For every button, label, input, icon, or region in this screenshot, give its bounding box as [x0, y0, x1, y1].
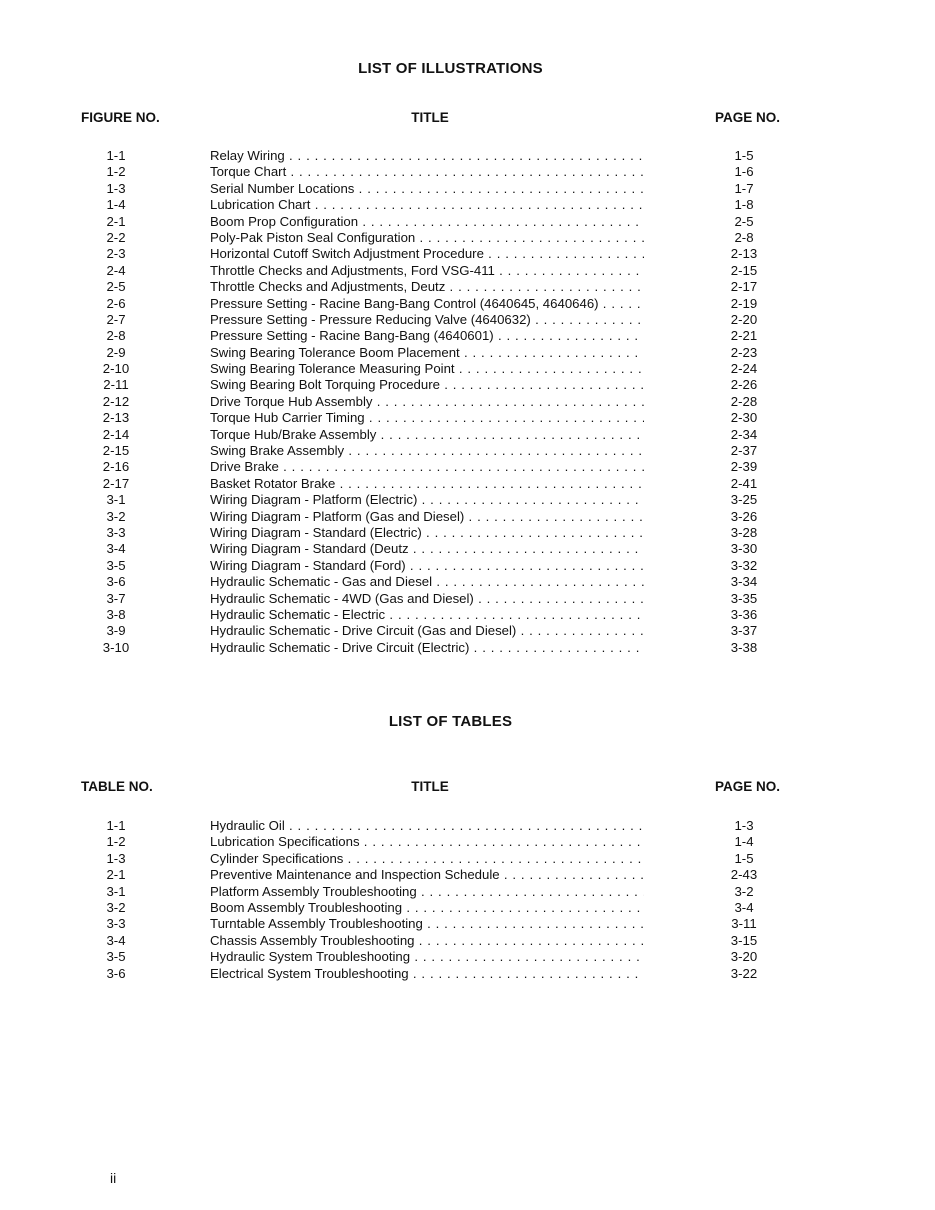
entry-page: 1-4: [734, 834, 754, 850]
entry-title: Boom Assembly Troubleshooting . . .: [210, 900, 644, 916]
entry-number: 1-3: [106, 180, 126, 196]
figure-no-header: FIGURE NO.: [81, 110, 160, 125]
table-row: [0, 916, 935, 932]
illustration-row: [0, 148, 935, 164]
tables-list: [0, 818, 935, 982]
illustrations-list: [0, 148, 935, 656]
entry-page: 3-37: [730, 623, 758, 639]
entry-page: 2-20: [730, 311, 758, 327]
page-number: ii: [110, 1170, 117, 1186]
entry-number: 2-11: [103, 377, 129, 393]
page-no-header: PAGE NO.: [715, 110, 781, 125]
table-row: [0, 851, 935, 867]
entry-page: 1-7: [734, 180, 754, 196]
entry-page: 3-32: [730, 557, 758, 573]
entry-number: 3-4: [106, 932, 126, 948]
table-row: [0, 818, 935, 834]
illustration-row: [0, 640, 935, 656]
entry-page: 3-34: [730, 574, 758, 590]
entry-title: Wiring Diagram - Standard (Deutz . . .: [210, 541, 644, 557]
entry-number: 1-3: [106, 850, 126, 866]
entry-title: Lubrication Chart . . .: [210, 197, 644, 213]
entry-title: Basket Rotator Brake . . .: [210, 476, 644, 492]
entry-title: Torque Chart . . .: [210, 164, 644, 180]
entry-number: 3-2: [106, 508, 126, 524]
entry-page: 3-22: [730, 965, 758, 981]
table-no-header: TABLE NO.: [81, 779, 153, 794]
illustration-row: [0, 525, 935, 541]
entry-number: 3-3: [106, 916, 126, 932]
entry-title: Lubrication Specifications . . .: [210, 834, 644, 850]
entry-page: 2-13: [730, 246, 758, 262]
entry-title: Electrical System Troubleshooting . . .: [210, 966, 644, 982]
illustration-row: [0, 443, 935, 459]
entry-number: 3-7: [106, 590, 126, 606]
entry-number: 3-2: [106, 899, 126, 915]
illustration-row: [0, 263, 935, 279]
table-row: [0, 949, 935, 965]
entry-title: Wiring Diagram - Platform (Electric) . . .: [210, 492, 644, 508]
entry-title: Hydraulic System Troubleshooting . . .: [210, 949, 644, 965]
entry-title: Pressure Setting - Racine Bang-Bang (4640601) . . .: [210, 328, 644, 344]
entry-number: 2-17: [102, 475, 130, 491]
entry-page: 2-30: [730, 410, 758, 426]
tables-heading: LIST OF TABLES: [388, 713, 513, 730]
entry-title: Torque Hub Carrier Timing . . .: [210, 410, 644, 426]
illustration-row: [0, 214, 935, 230]
entry-number: 2-13: [102, 410, 130, 426]
entry-number: 2-7: [106, 311, 126, 327]
entry-number: 3-5: [106, 949, 126, 965]
illustration-row: [0, 558, 935, 574]
entry-page: 2-8: [734, 229, 754, 245]
entry-title: Serial Number Locations . . .: [210, 181, 644, 197]
entry-page: 2-23: [730, 344, 758, 360]
illustration-row: [0, 574, 935, 590]
entry-title: Drive Brake . . .: [210, 459, 644, 475]
illustration-row: [0, 607, 935, 623]
table-row: [0, 900, 935, 916]
entry-page: 3-38: [730, 639, 758, 655]
illustration-row: [0, 345, 935, 361]
illustration-row: [0, 476, 935, 492]
entry-page: 1-8: [734, 197, 754, 213]
entry-title: Boom Prop Configuration . . .: [210, 214, 644, 230]
entry-number: 3-4: [106, 541, 126, 557]
entry-number: 2-3: [106, 246, 126, 262]
entry-title: Swing Bearing Tolerance Measuring Point . . .: [210, 361, 644, 377]
entry-page: 3-36: [730, 606, 758, 622]
entry-number: 3-6: [106, 574, 126, 590]
entry-page: 2-19: [730, 295, 758, 311]
entry-page: 3-4: [734, 899, 754, 915]
entry-page: 3-20: [730, 949, 758, 965]
entry-page: 2-37: [730, 443, 758, 459]
entry-page: 2-41: [730, 475, 758, 491]
entry-number: 1-2: [106, 834, 126, 850]
entry-number: 2-8: [106, 328, 126, 344]
entry-title: Throttle Checks and Adjustments, Ford VSG-411 . . .: [210, 263, 644, 279]
entry-page: 1-5: [734, 148, 754, 163]
entry-page: 3-35: [730, 590, 758, 606]
entry-page: 2-15: [730, 262, 758, 278]
illustration-row: [0, 181, 935, 197]
entry-page: 2-28: [730, 393, 758, 409]
entry-number: 3-8: [106, 606, 126, 622]
entry-title: Wiring Diagram - Standard (Electric) . . .: [210, 525, 644, 541]
illustration-row: [0, 591, 935, 607]
entry-number: 2-16: [102, 459, 130, 475]
entry-number: 2-5: [106, 279, 126, 295]
illustration-row: [0, 459, 935, 475]
entry-number: 2-1: [106, 867, 126, 883]
entry-number: 2-9: [106, 344, 126, 360]
table-row: [0, 933, 935, 949]
illustration-row: [0, 230, 935, 246]
entry-number: 2-2: [106, 229, 126, 245]
entry-number: 3-5: [106, 557, 126, 573]
table-row: [0, 966, 935, 982]
entry-number: 3-3: [106, 524, 126, 540]
entry-page: 3-15: [730, 932, 758, 948]
entry-number: 3-10: [102, 639, 130, 655]
table-row: [0, 834, 935, 850]
entry-title: Throttle Checks and Adjustments, Deutz . . .: [210, 279, 644, 295]
entry-title: Chassis Assembly Troubleshooting . . .: [210, 933, 644, 949]
illustration-row: [0, 623, 935, 639]
entry-page: 2-26: [730, 377, 758, 393]
entry-title: Preventive Maintenance and Inspection Schedule . . .: [210, 867, 644, 883]
entry-page: 3-2: [734, 883, 754, 899]
entry-number: 2-12: [102, 393, 130, 409]
entry-title: Poly-Pak Piston Seal Configuration . . .: [210, 230, 644, 246]
entry-title: Hydraulic Schematic - Drive Circuit (Gas and Diesel) . . .: [210, 623, 644, 639]
illustration-row: [0, 509, 935, 525]
entry-title: Wiring Diagram - Platform (Gas and Diesel) . . .: [210, 509, 644, 525]
entry-title: Hydraulic Schematic - Electric . . .: [210, 607, 644, 623]
illustration-row: [0, 296, 935, 312]
entry-number: 2-1: [106, 213, 126, 229]
entry-page: 2-39: [730, 459, 758, 475]
illustration-row: [0, 541, 935, 557]
illustration-row: [0, 492, 935, 508]
illustration-row: [0, 427, 935, 443]
illustrations-heading: LIST OF ILLUSTRATIONS: [358, 60, 543, 77]
entry-title: Relay Wiring . . .: [210, 148, 644, 164]
entry-title: Pressure Setting - Pressure Reducing Valve (4640632) . . .: [210, 312, 644, 328]
table-row: [0, 867, 935, 883]
entry-title: Drive Torque Hub Assembly . . .: [210, 394, 644, 410]
title-header: TITLE: [411, 110, 449, 125]
entry-title: Cylinder Specifications . . .: [210, 851, 644, 867]
entry-number: 3-1: [106, 883, 126, 899]
entry-title: Turntable Assembly Troubleshooting . . .: [210, 916, 644, 932]
entry-number: 3-6: [106, 965, 126, 981]
illustration-row: [0, 312, 935, 328]
entry-title: Swing Bearing Bolt Torquing Procedure . . .: [210, 377, 644, 393]
entry-page: 3-25: [730, 492, 758, 508]
entry-page: 3-28: [730, 524, 758, 540]
illustration-row: [0, 328, 935, 344]
illustration-row: [0, 279, 935, 295]
entry-page: 3-30: [730, 541, 758, 557]
illustration-row: [0, 410, 935, 426]
entry-title: Pressure Setting - Racine Bang-Bang Control (4640645, 4640646) . . .: [210, 296, 644, 312]
illustration-row: [0, 377, 935, 393]
entry-page: 1-5: [734, 850, 754, 866]
entry-number: 2-4: [106, 262, 126, 278]
entry-number: 2-10: [102, 361, 130, 377]
page-no-header: PAGE NO.: [715, 779, 781, 794]
illustration-row: [0, 197, 935, 213]
entry-title: Torque Hub/Brake Assembly . . .: [210, 427, 644, 443]
entry-page: 2-34: [730, 426, 758, 442]
illustration-row: [0, 361, 935, 377]
entry-page: 3-26: [730, 508, 758, 524]
entry-page: 1-6: [734, 164, 754, 180]
entry-title: Wiring Diagram - Standard (Ford) . . .: [210, 558, 644, 574]
entry-page: 1-3: [734, 818, 754, 833]
entry-page: 2-17: [730, 279, 758, 295]
entry-page: 3-11: [731, 916, 757, 932]
title-header: TITLE: [411, 779, 449, 794]
entry-number: 1-1: [106, 818, 126, 833]
illustration-row: [0, 246, 935, 262]
illustration-row: [0, 394, 935, 410]
entry-number: 1-2: [106, 164, 126, 180]
entry-number: 2-15: [102, 443, 130, 459]
entry-number: 3-1: [106, 492, 126, 508]
entry-title: Swing Bearing Tolerance Boom Placement . . .: [210, 345, 644, 361]
entry-title: Hydraulic Schematic - 4WD (Gas and Diesel) . . .: [210, 591, 644, 607]
entry-title: Hydraulic Schematic - Drive Circuit (Electric) . . .: [210, 640, 644, 656]
table-row: [0, 884, 935, 900]
entry-page: 2-21: [730, 328, 758, 344]
entry-title: Platform Assembly Troubleshooting . . .: [210, 884, 644, 900]
entry-title: Horizontal Cutoff Switch Adjustment Procedure . . .: [210, 246, 644, 262]
entry-number: 2-6: [106, 295, 126, 311]
entry-title: Hydraulic Oil . . .: [210, 818, 644, 834]
entry-page: 2-5: [734, 213, 754, 229]
entry-number: 1-1: [106, 148, 126, 163]
entry-number: 3-9: [106, 623, 126, 639]
entry-page: 2-24: [730, 361, 758, 377]
entry-title: Swing Brake Assembly . . .: [210, 443, 644, 459]
entry-number: 1-4: [106, 197, 126, 213]
illustration-row: [0, 164, 935, 180]
entry-page: 2-43: [730, 867, 758, 883]
entry-title: Hydraulic Schematic - Gas and Diesel . . .: [210, 574, 644, 590]
entry-number: 2-14: [102, 426, 130, 442]
